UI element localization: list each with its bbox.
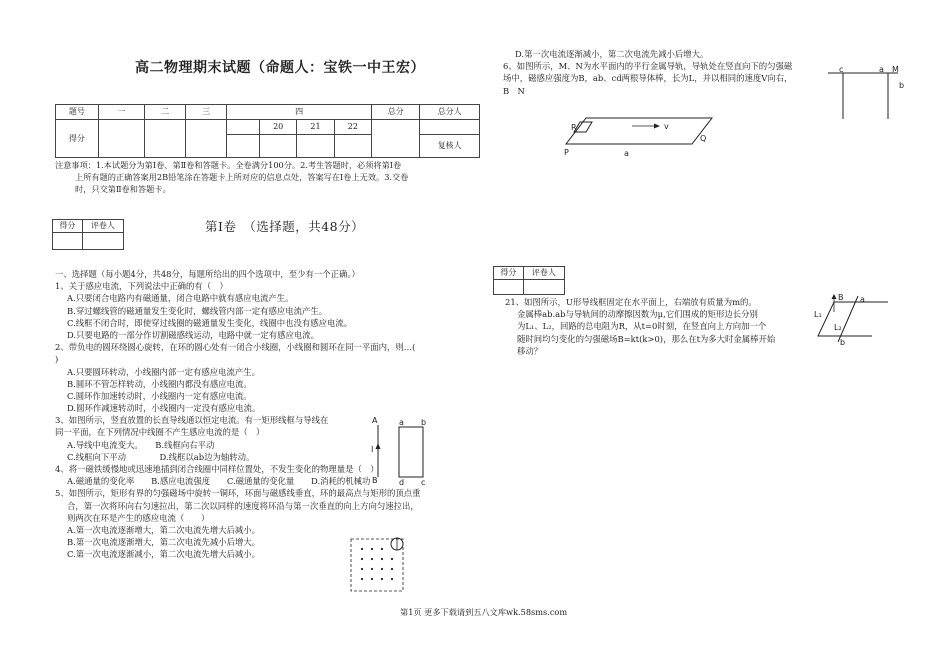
- section-title: 第Ⅰ卷 （选择题，共48分）: [205, 219, 365, 234]
- question-line: C.圆环作加速转动时，小线圈内一定有感应电流。: [67, 390, 252, 401]
- q6-label-M: M: [892, 65, 899, 74]
- score-header-cell: 二: [145, 105, 186, 120]
- score-cell: [334, 135, 371, 158]
- score-cell: [260, 135, 297, 158]
- score-cell: [420, 120, 480, 135]
- question-line: D.只要电路的一部分作切割磁感线运动，电路中就一定有感应电流。: [67, 329, 319, 340]
- q6-label-c: c: [839, 65, 844, 74]
- q6-label-R: R: [571, 123, 577, 132]
- q3-label-a: a: [399, 418, 404, 427]
- grader-cell: [523, 280, 564, 295]
- q21-figure: [808, 292, 893, 348]
- q6-text: B N: [503, 85, 525, 96]
- score-cell: [297, 135, 334, 158]
- page-footer: 第1页 更多下载请到五八文库wk.58sms.com: [400, 607, 568, 617]
- question-line: A.磁通量的变化率 B.感应电流强度 C.磁通量的变化量 D.消耗的机械功: [67, 476, 371, 487]
- question-line: A.导线中电流变大。 B.线框向右平动: [67, 439, 215, 450]
- question-line: 3、如图所示，竖直放置的长直导线通以恒定电流。有一矩形线框与导线在: [55, 415, 329, 426]
- q6-label-v: v: [664, 122, 669, 131]
- grader-cell: [53, 233, 83, 250]
- question-line: B.圆环不管怎样转动，小线圈内都没有感应电流。: [67, 378, 252, 389]
- notice-line: 时，只交第Ⅱ卷和答题卡。: [75, 183, 171, 194]
- q6-label-P: P: [564, 148, 569, 157]
- score-sub-cell: 20: [260, 120, 297, 135]
- question-line: C.线框不闭合时，即使穿过线圈的磁通量发生变化，线圈中也没有感应电流。: [67, 317, 353, 328]
- q6-label-b: b: [899, 81, 905, 90]
- q6-label-Q: Q: [700, 134, 707, 143]
- score-header-cell: 四: [227, 105, 372, 120]
- question-line: 同一平面，在下列情况中线圈不产生感应电流的是（ ）: [55, 427, 265, 438]
- q6-figure: [562, 110, 722, 160]
- score-cell: [145, 120, 186, 158]
- q21-text: 金属棒ab.ab与导轨间的动摩擦因数为μ,它们围成的矩形边长分别: [517, 309, 758, 320]
- score-cell: [186, 120, 227, 158]
- grader-cell: [82, 233, 123, 250]
- q21-label-B: B: [838, 293, 844, 302]
- score-header-cell: 题号: [56, 105, 99, 120]
- q3-figure: [366, 415, 441, 485]
- score-cell: [98, 120, 145, 158]
- q21-text: 为L₁、L₂，回路的总电阻为R，从t=0时刻，在竖直向上方向加一个: [517, 321, 767, 332]
- grader-cell: [494, 280, 524, 295]
- question-line: ): [55, 354, 59, 365]
- q21-label-a: a: [860, 295, 865, 304]
- grader-name-label: 评卷人: [82, 220, 123, 233]
- notice: [55, 160, 480, 196]
- q6-side-figure: [823, 64, 923, 124]
- q3-label-B: B: [372, 476, 378, 485]
- q21-text: 移动？: [517, 345, 543, 356]
- score-header-cell: 总分人: [420, 105, 480, 120]
- question-line: C.线框向下平动 D.线框以ab边为轴转动。: [67, 451, 255, 462]
- q21-label-L1: L₁: [814, 310, 822, 319]
- q21-label-L2: L₂: [834, 323, 842, 332]
- q6-text: 场中，磁感应强度为B，ab、cd两根导体棒，长为L，并以相同的速度V向右，: [503, 73, 793, 84]
- question-line: A.只要闭合电路内有磁通量，闭合电路中就有感应电流产生。: [67, 293, 294, 304]
- q3-label-d: d: [399, 478, 405, 485]
- question-line: C.第一次电流逐渐减小，第二次电流先增大后减小。: [67, 549, 261, 560]
- grader-score-label: 得分: [494, 267, 524, 280]
- right-grader-box: [493, 266, 565, 295]
- question-line: 1、关于感应电流，下列说法中正确的有（ ）: [55, 281, 228, 292]
- question-line: A.第一次电流逐渐增大，第二次电流先增大后减小。: [67, 524, 260, 535]
- q3-label-A: A: [372, 416, 378, 425]
- score-header-cell: 一: [98, 105, 145, 120]
- question-line: D.圆环作减速转动时，小线圈内一定没有感应电流。: [67, 403, 261, 414]
- q3-label-b: b: [421, 418, 427, 427]
- grader-name-label: 评卷人: [523, 267, 564, 280]
- q6-label-a: a: [879, 65, 884, 74]
- q3-label-I: I: [371, 445, 374, 454]
- q21: [505, 296, 775, 357]
- question-line: B.穿过螺线管的磁通量发生变化时，螺线管内部一定有感应电流产生。: [67, 305, 328, 316]
- score-cell: [227, 135, 260, 158]
- page-title: 高二物理期末试题（命题人：宝铁一中王宏）: [135, 60, 425, 76]
- q5-figure: [346, 533, 416, 595]
- score-sub-cell: 21: [297, 120, 334, 135]
- score-cell: [372, 120, 420, 158]
- question-line: B.第一次电流逐渐增大，第二次电流先减小后增大。: [67, 537, 261, 548]
- q5-option-d: D.第一次电流逐渐减小，第二次电流先减小后增大。: [515, 49, 709, 59]
- q6-label-a: a: [624, 149, 629, 158]
- score-cell: [227, 120, 260, 135]
- q21-text: 21、如图所示，U形导线框固定在水平面上，右端放有质量为m的。: [505, 297, 757, 307]
- score-header-cell: 三: [186, 105, 227, 120]
- grader-score-label: 得分: [53, 220, 83, 233]
- question-line: 则两次在环是产生的感应电流（ ）: [67, 512, 210, 523]
- score-header-cell: 总分: [372, 105, 420, 120]
- score-row-label: 得分: [56, 120, 99, 158]
- right-column: [503, 48, 792, 97]
- score-sub-cell: 22: [334, 120, 371, 135]
- question-line: 5、如图所示，矩形有界的匀强磁场中旋转一铜环，环面与磁感线垂直，环的最高点与矩形的顶点重: [55, 488, 421, 499]
- question-line: 一、选择题（每小题4分，共48分，每题所给出的四个选项中，至少有一个正确。）: [55, 269, 360, 279]
- reviewer-cell: 复核人: [420, 135, 480, 158]
- q3-label-c: c: [421, 478, 426, 485]
- question-line: A.只要圆环转动，小线圈内部一定有感应电流产生。: [67, 366, 260, 377]
- score-table: [55, 104, 480, 158]
- grader-box: [52, 219, 124, 250]
- notice-line: 上所有题的正确答案用2B铅笔涂在答题卡上所对应的信息点处，答案写在Ⅰ卷上无效。3.交卷: [75, 171, 409, 182]
- question-line: 4、将一磁铁缓慢地或迅速地插到闭合线圈中同样位置处，不发生变化的物理量是（ ）: [55, 464, 379, 474]
- q6-text: 6、如图所示，M、N为水平面内的平行金属导轨，导轨处在竖直向下的匀强磁: [503, 61, 793, 72]
- question-line: 2、带负电的圆环绕圆心旋转，在环的圆心处有一闭合小线圈，小线圈和圆环在同一平面内，则…(: [55, 342, 416, 353]
- question-line: 合，第一次将环向右匀速拉出，第二次以同样的速度将环沿与第一次垂直的向上方向匀速拉出，: [67, 500, 419, 511]
- q21-text: 随时间均匀变化的匀强磁场B=kt(k>0)，那么在t为多大时金属棒开始: [517, 333, 776, 344]
- notice-line: 注意事项：1.本试题分为第Ⅰ卷、第Ⅱ卷和答题卡。全卷满分100分。2.考生答题时，必须将第Ⅰ卷: [55, 160, 402, 170]
- q21-label-b: b: [840, 338, 846, 347]
